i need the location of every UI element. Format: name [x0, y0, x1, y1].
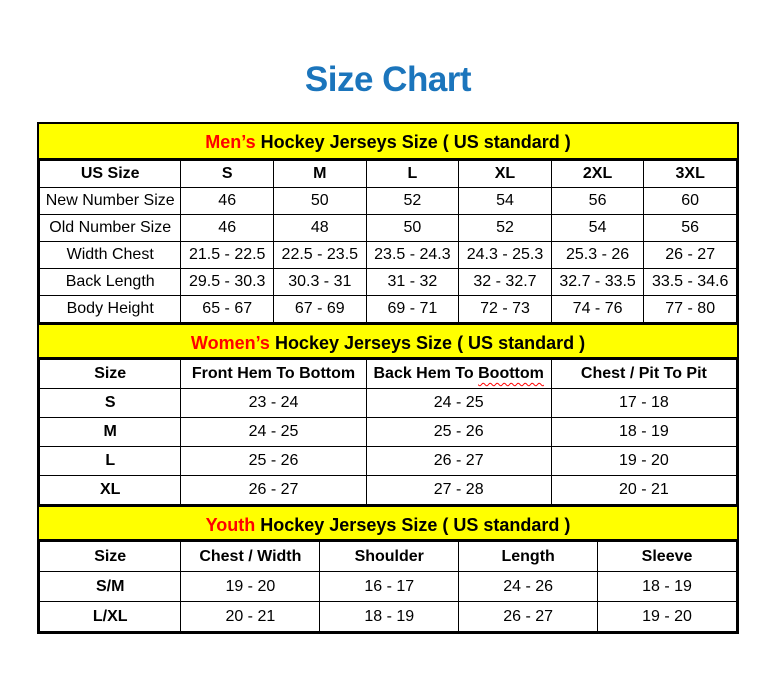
value-cell: 18 - 19: [320, 602, 459, 632]
mens-header-row: [40, 161, 737, 188]
mens-size-table: [39, 160, 737, 323]
value-cell: 24.3 - 25.3: [459, 242, 552, 269]
womens-header-row: [40, 360, 737, 389]
value-cell: 20 - 21: [181, 602, 320, 632]
row-label-cell: Back Length: [40, 269, 181, 296]
value-cell: 48: [274, 215, 367, 242]
page-title: Size Chart: [304, 60, 472, 99]
value-cell: 25 - 26: [366, 418, 551, 447]
value-cell: 52: [366, 188, 459, 215]
value-cell: 27 - 28: [366, 476, 551, 505]
table-row: [40, 215, 737, 242]
value-cell: 30.3 - 31: [274, 269, 367, 296]
column-header-cell: Size: [40, 360, 181, 389]
column-header-cell: Sleeve: [598, 542, 737, 572]
row-label-cell: Old Number Size: [40, 215, 181, 242]
table-row: [40, 242, 737, 269]
value-cell: 26 - 27: [644, 242, 737, 269]
section-heading-womens: [39, 323, 737, 359]
value-cell: 54: [551, 215, 644, 242]
value-cell: 21.5 - 22.5: [181, 242, 274, 269]
value-cell: 20 - 21: [551, 476, 736, 505]
value-cell: 19 - 20: [181, 572, 320, 602]
value-cell: 74 - 76: [551, 296, 644, 323]
row-label-cell: Width Chest: [40, 242, 181, 269]
value-cell: 26 - 27: [366, 447, 551, 476]
column-header-cell: Chest / Width: [181, 542, 320, 572]
column-header-cell: 2XL: [551, 161, 644, 188]
youth-header-row: [40, 542, 737, 572]
value-cell: 56: [551, 188, 644, 215]
row-label-cell: L: [40, 447, 181, 476]
table-row: [40, 389, 737, 418]
value-cell: 67 - 69: [274, 296, 367, 323]
row-label-cell: S/M: [40, 572, 181, 602]
value-cell: 46: [181, 215, 274, 242]
section-heading-mens-emphasis: Men’s: [205, 132, 256, 152]
value-cell: 52: [459, 215, 552, 242]
row-label-cell: New Number Size: [40, 188, 181, 215]
value-cell: 77 - 80: [644, 296, 737, 323]
section-heading-youth-emphasis: Youth: [205, 515, 256, 535]
value-cell: 60: [644, 188, 737, 215]
youth-size-table: [39, 541, 737, 632]
value-cell: 65 - 67: [181, 296, 274, 323]
column-header-cell: M: [274, 161, 367, 188]
section-heading-youth-text: Hockey Jerseys Size ( US standard ): [255, 515, 571, 535]
misspelled-word-spellcheck-squiggle: Boottom: [478, 365, 544, 382]
value-cell: 29.5 - 30.3: [181, 269, 274, 296]
value-cell: 25 - 26: [181, 447, 366, 476]
value-cell: 22.5 - 23.5: [274, 242, 367, 269]
column-header-cell: Length: [459, 542, 598, 572]
value-cell: 18 - 19: [598, 572, 737, 602]
column-header-cell: Front Hem To Bottom: [181, 360, 366, 389]
table-row: [40, 572, 737, 602]
value-cell: 46: [181, 188, 274, 215]
column-header-cell: [366, 360, 551, 389]
column-header-cell: L: [366, 161, 459, 188]
value-cell: 18 - 19: [551, 418, 736, 447]
value-cell: 23 - 24: [181, 389, 366, 418]
value-cell: 69 - 71: [366, 296, 459, 323]
section-heading-mens: [39, 124, 737, 160]
value-cell: 50: [274, 188, 367, 215]
section-heading-mens-text: Hockey Jerseys Size ( US standard ): [255, 132, 571, 152]
value-cell: 23.5 - 24.3: [366, 242, 459, 269]
column-header-cell: 3XL: [644, 161, 737, 188]
column-header-cell: S: [181, 161, 274, 188]
value-cell: 24 - 26: [459, 572, 598, 602]
value-cell: 72 - 73: [459, 296, 552, 323]
row-label-cell: M: [40, 418, 181, 447]
row-label-cell: Body Height: [40, 296, 181, 323]
table-row: [40, 418, 737, 447]
value-cell: 31 - 32: [366, 269, 459, 296]
column-header-cell: US Size: [40, 161, 181, 188]
value-cell: 33.5 - 34.6: [644, 269, 737, 296]
value-cell: 17 - 18: [551, 389, 736, 418]
row-label-cell: XL: [40, 476, 181, 505]
table-row: [40, 447, 737, 476]
table-row: [40, 188, 737, 215]
value-cell: 25.3 - 26: [551, 242, 644, 269]
column-header-cell: Shoulder: [320, 542, 459, 572]
column-header-cell: Size: [40, 542, 181, 572]
row-label-cell: S: [40, 389, 181, 418]
section-heading-womens-emphasis: Women’s: [190, 333, 270, 353]
column-header-text: Back Hem To: [373, 365, 479, 382]
table-row: [40, 476, 737, 505]
womens-size-table: [39, 359, 737, 505]
value-cell: 26 - 27: [459, 602, 598, 632]
row-label-cell: L/XL: [40, 602, 181, 632]
value-cell: 56: [644, 215, 737, 242]
column-header-cell: Chest / Pit To Pit: [551, 360, 736, 389]
size-chart-tables: [37, 122, 739, 634]
section-heading-youth: [39, 505, 737, 541]
value-cell: 26 - 27: [181, 476, 366, 505]
value-cell: 50: [366, 215, 459, 242]
table-row: [40, 602, 737, 632]
table-row: [40, 296, 737, 323]
value-cell: 16 - 17: [320, 572, 459, 602]
value-cell: 24 - 25: [181, 418, 366, 447]
section-heading-womens-text: Hockey Jerseys Size ( US standard ): [269, 333, 586, 353]
table-row: [40, 269, 737, 296]
column-header-cell: XL: [459, 161, 552, 188]
value-cell: 32 - 32.7: [459, 269, 552, 296]
value-cell: 54: [459, 188, 552, 215]
value-cell: 19 - 20: [551, 447, 736, 476]
value-cell: 24 - 25: [366, 389, 551, 418]
value-cell: 19 - 20: [598, 602, 737, 632]
value-cell: 32.7 - 33.5: [551, 269, 644, 296]
